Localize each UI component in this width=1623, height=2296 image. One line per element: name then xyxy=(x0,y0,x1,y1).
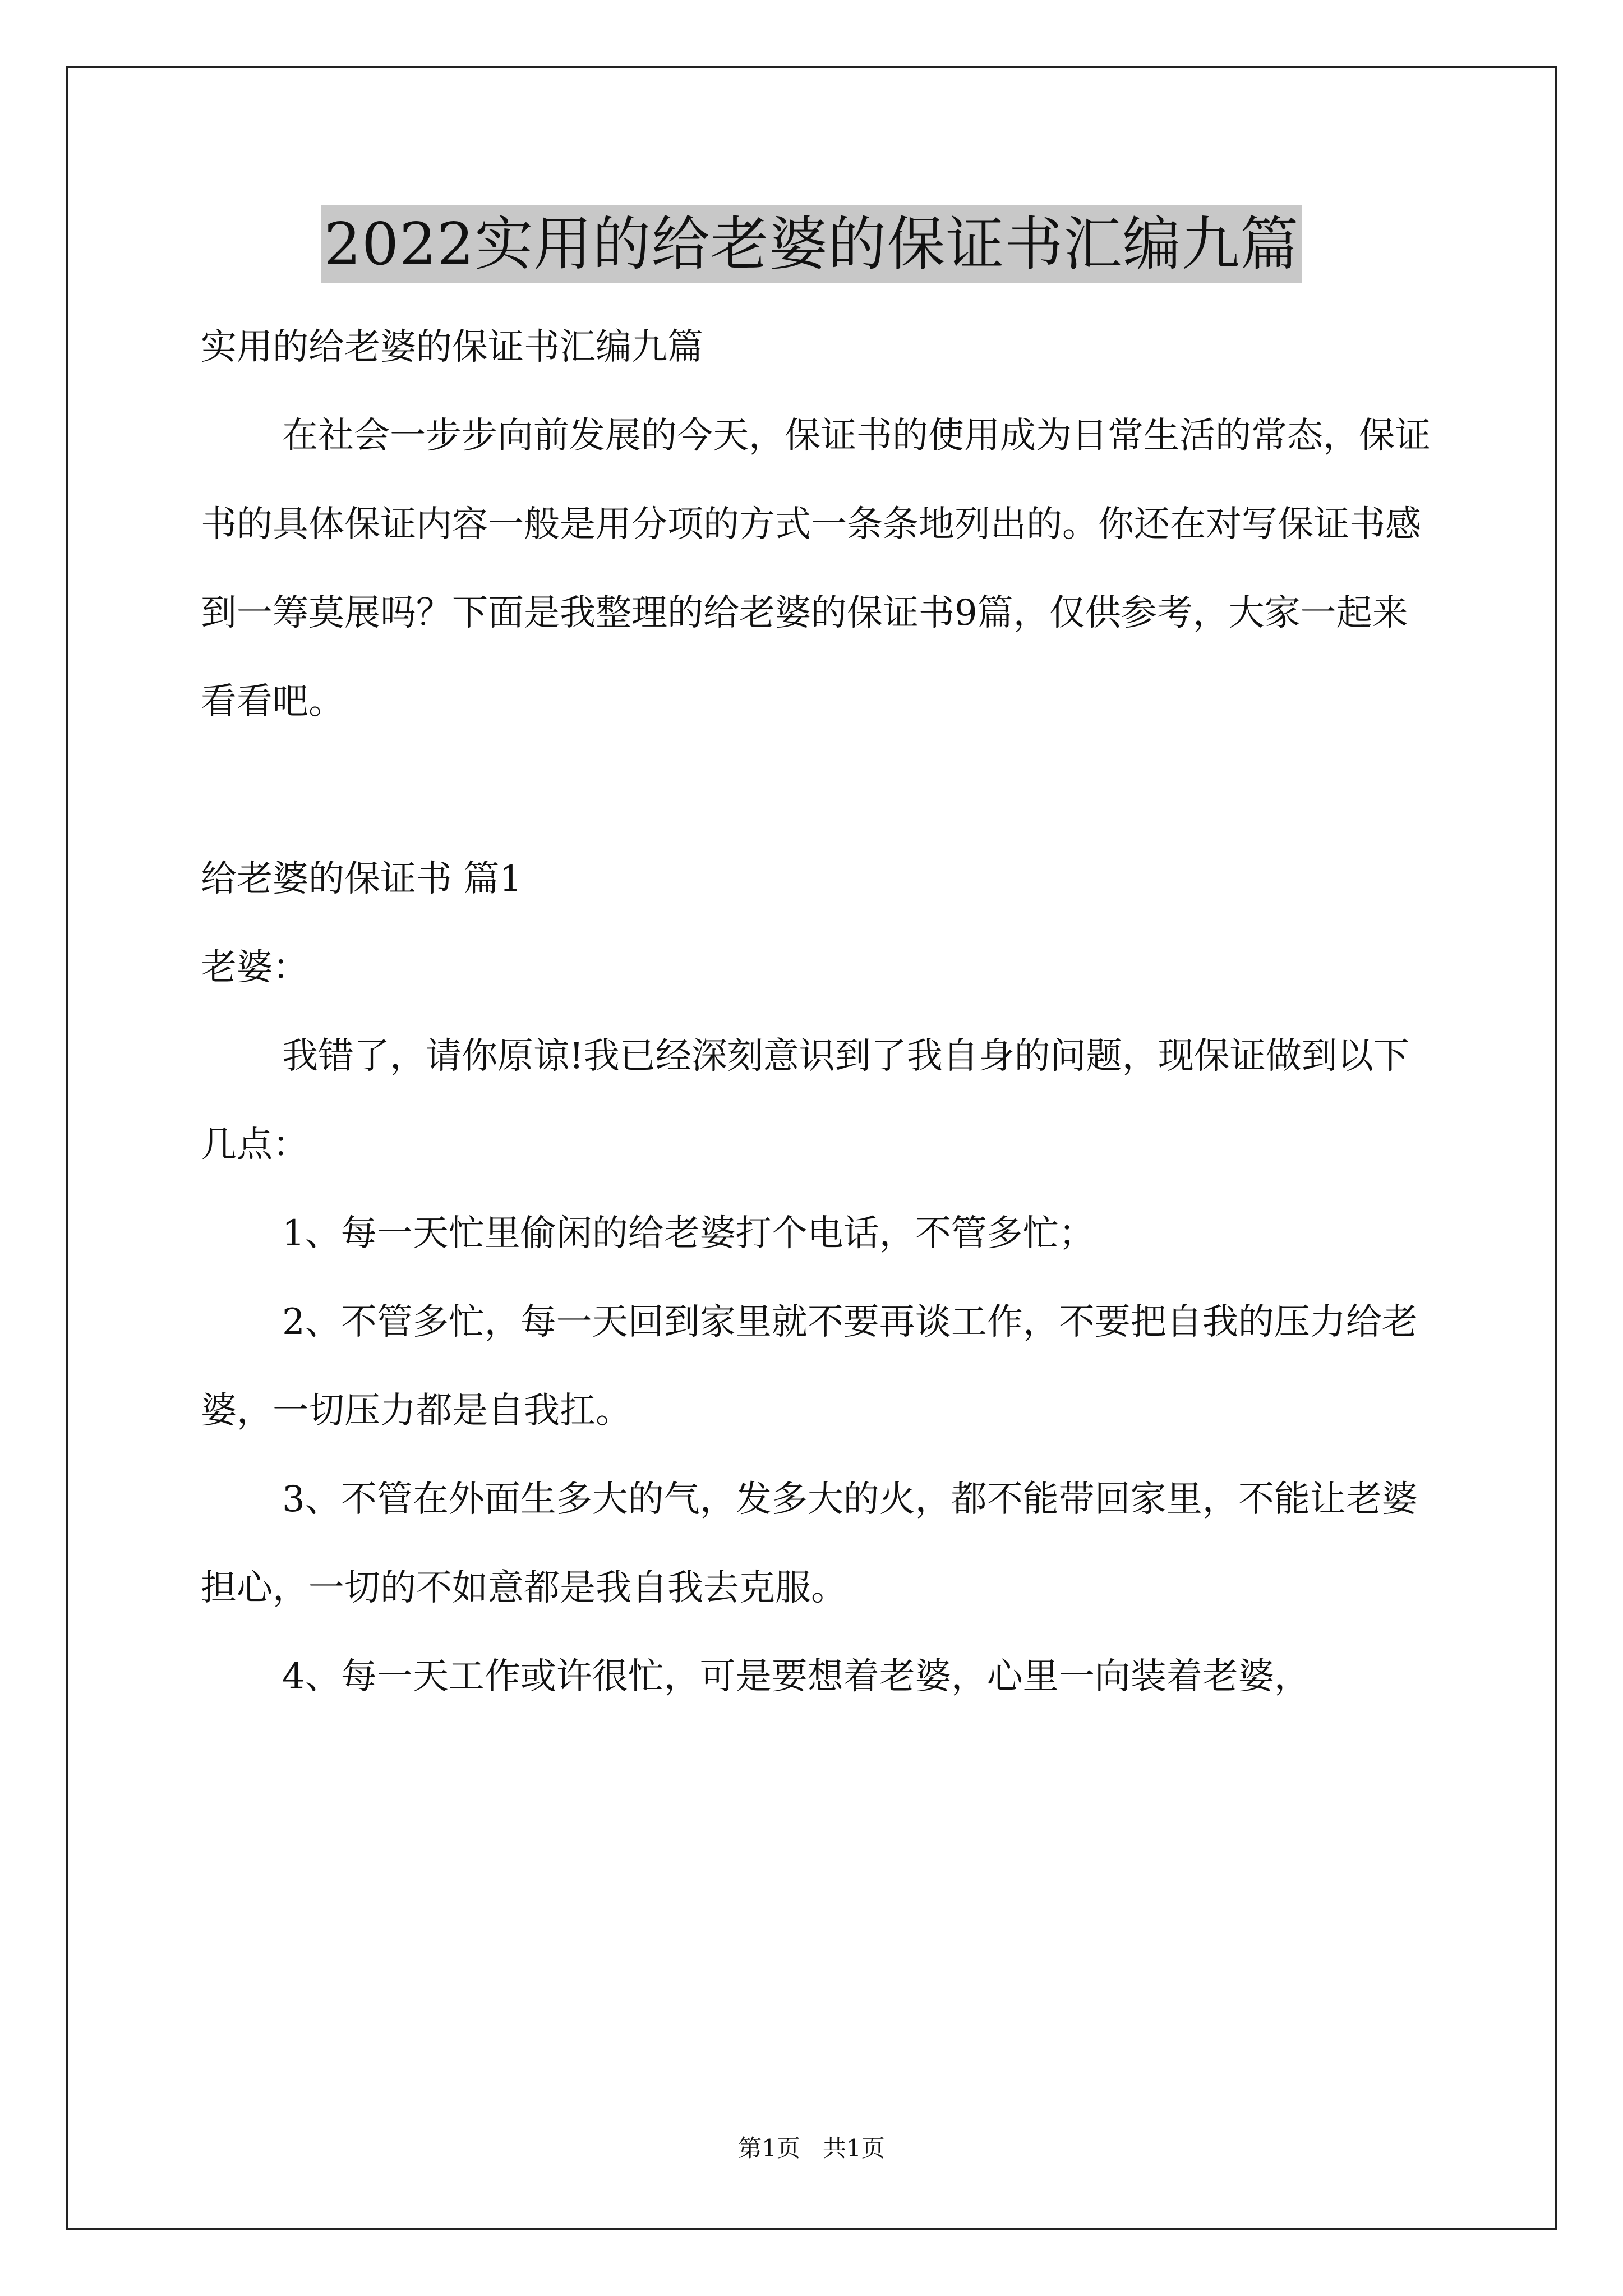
page-footer: 第1页 共1页 xyxy=(738,2134,885,2162)
paragraph: 老婆： xyxy=(201,947,308,988)
paragraph: 2、不管多忙，每一天回到家里就不要再谈工作，不要把自我的压力给老婆，一切压力都是自我扛。 xyxy=(201,1301,1418,1432)
document-title: 2022实用的给老婆的保证书汇编九篇 xyxy=(321,205,1303,283)
paragraph: 4、每一天工作或许很忙，可是要想着老婆，心里一向装着老婆， xyxy=(282,1656,1310,1697)
paragraph: 实用的给老婆的保证书汇编九篇 xyxy=(201,326,703,368)
paragraph: 给老婆的保证书 篇1 xyxy=(201,858,523,900)
title-container xyxy=(0,205,1623,283)
document-body xyxy=(201,303,1435,1721)
paragraph: 在社会一步步向前发展的今天，保证书的使用成为日常生活的常态，保证书的具体保证内容一般是用分项的方式一条条地列出的。你还在对写保证书感到一筹莫展吗？下面是我整理的给老婆的保证书9篇，仅供参考，大家一起来看看吧。 xyxy=(201,415,1431,723)
paragraph: 我错了，请你原谅!我已经深刻意识到了我自身的问题，现保证做到以下几点： xyxy=(201,1036,1409,1166)
paragraph: 3、不管在外面生多大的气，发多大的火，都不能带回家里，不能让老婆担心，一切的不如意都是我自我去克服。 xyxy=(201,1479,1418,1609)
paragraph: 1、每一天忙里偷闲的给老婆打个电话，不管多忙； xyxy=(282,1213,1095,1254)
